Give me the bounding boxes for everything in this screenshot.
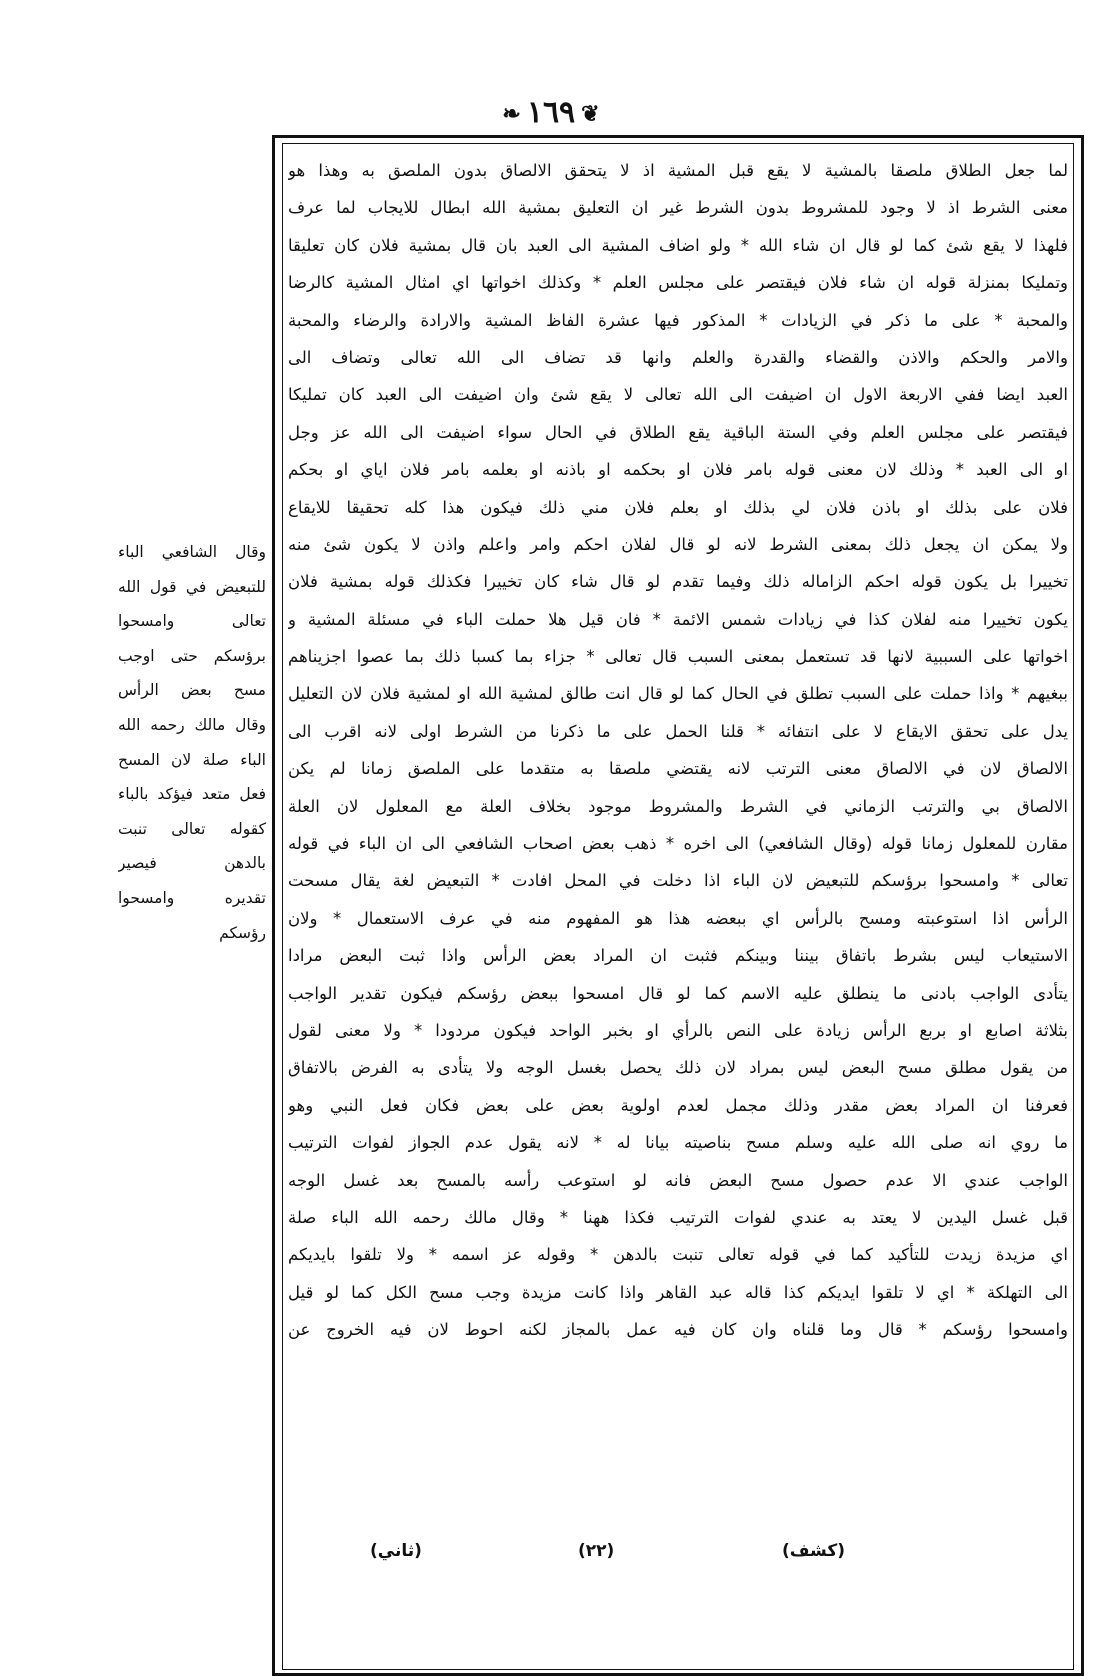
margin-note <box>118 535 266 950</box>
text-line: مقارن للمعلول زمانا قوله (وقال الشافعي) الى اخره * ذهب بعض اصحاب الشافعي الى ان الباء في قوله <box>288 834 1068 854</box>
margin-note-line: برؤسكم حتى اوجب <box>118 646 266 665</box>
text-line: ما روي انه صلى الله عليه وسلم مسح بناصيته بيانا له * لانه يقول عدم الجواز لفوات الترتيب <box>288 1133 1068 1153</box>
margin-note-line: للتبعيض في قول الله <box>118 577 266 596</box>
text-line: والامر والحكم والاذن والقضاء والقدرة والعلم وانها قد تضاف الى الله تعالى وتضاف الى <box>288 347 1068 367</box>
footer-signature-number: (٢٢) <box>578 1541 615 1561</box>
text-line: فيقتصر على مجلس العلم وفي الستة الباقية يقع الطلاق في الحال سواء اضيفت الى الله عز وجل <box>288 422 1068 442</box>
text-line: اخواتها على السببية لانها قد تستعمل بمعنى السبب قال تعالى * جزاء بما كسبا ذلك بما عصوا اجزيناهم <box>288 647 1068 667</box>
text-line: بثلاثة اصابع او بربع الرأس زيادة على النص بالرأي او بخبر الواحد فيكون مردودا * ولا معنى لقول <box>288 1020 1068 1040</box>
margin-note-line: بالدهن فيصير <box>118 854 266 873</box>
text-line: ولا يمكن ان يجعل ذلك بمعنى الشرط لانه لو قال لفلان احكم وامر واعلم واذن لا يكون شئ منه <box>288 534 1068 554</box>
ornament-icon: ❦ <box>581 101 600 127</box>
margin-note-line: مسح بعض الرأس <box>118 681 266 700</box>
text-line: الى التهلكة * اي لا تلقوا ايديكم كذا قاله عبد القاهر واذا كانت مزيدة وجب مسح الكل كما لو قيل <box>288 1282 1068 1302</box>
text-line: تعالى * وامسحوا برؤسكم للتبعيض لان الباء اذا دخلت في المحل افادت * التبعيض لغة يقال مسحت <box>288 871 1068 891</box>
text-line: او الى العبد * وذلك لان معنى قوله بامر فلان او بحكمه او باذنه او بعلمه بامر فلان اياي او بحكم <box>288 460 1068 480</box>
page-footer <box>0 1540 1102 1562</box>
text-line: العبد ايضا ففي الاربعة الاول ان اضيفت الى الله تعالى لا يقع شئ وان اضيفت الى العبد كان تمليكا <box>288 385 1068 405</box>
text-line: وامسحوا رؤسكم * قال وما قلناه وان كان فيه عمل بالمجاز لكنه احوط لان فيه الخروج عن <box>288 1320 1068 1340</box>
page-number <box>0 95 1102 130</box>
margin-note-line: رؤسكم <box>219 923 266 942</box>
margin-note-line: وقال مالك رحمه الله <box>118 715 266 734</box>
text-line: فلان على بذلك او باذن فلان لي بذلك او بعلم فلان مني ذلك فيكون هذا كله تحقيقا للايقاع <box>288 497 1068 517</box>
text-line: الرأس اذا استوعبته ومسح بالرأس اي ببعضه هذا هو المفهوم منه في عرف الاستعمال * ولان <box>288 908 1068 928</box>
text-line: تخييرا بل يكون قوله احكم الزاماله ذلك وفيما تقدم لو قال شاء كان تخييرا فكذلك قوله بمشية فلان <box>288 572 1068 592</box>
text-line: وتمليكا بمنزلة قوله ان شاء فلان فيقتصر على مجلس العلم * وكذلك اخواتها اي امثال المشية كالرضا <box>288 273 1068 293</box>
text-line: من يقول مطلق مسح البعض ليس بمراد لان ذلك يحصل بغسل الوجه ولا يتأدى به الفرض بالاتفاق <box>288 1058 1068 1078</box>
text-line: الالصاق بي والترتب الزماني في الشرط والمشروط موجود بخلاف العلة مع المعلول لان العلة <box>288 796 1068 816</box>
page-number-text: ١٦٩ <box>526 95 576 130</box>
text-line: لما جعل الطلاق ملصقا بالمشية لا يقع قبل المشية اذ لا يتحقق الالصاق بدون الملصق به وهذا هو <box>288 161 1068 180</box>
main-text-block <box>288 152 1068 1349</box>
text-line: اي مزيدة زيدت للتأكيد كما في قوله تعالى تنبت بالدهن * وقوله عز اسمه * ولا تلقوا بايديكم <box>288 1245 1068 1265</box>
margin-note-line: تعالى وامسحوا <box>118 612 266 631</box>
text-line: يكون تخييرا منه لفلان كذا في زيادات شمس الائمة * فان قيل هلا حملت الباء في مسئلة المشية و <box>288 609 1068 629</box>
text-line: قبل غسل اليدين لا يعتد به عندي لفوات الترتيب فكذا ههنا * وقال مالك رحمه الله الباء صلة <box>288 1207 1068 1227</box>
ornament-icon: ❧ <box>502 101 521 127</box>
text-line: ببغيهم * واذا حملت على السبب تطلق في الحال كما لو قال انت طالق لمشية الله او لمشية فلان لان التعليل <box>288 684 1068 704</box>
text-line: يدل على تحقق الايقاع لا على انتفائه * قلنا الحمل على ما ذكرنا من الشرط اولى لانه اقرب الى <box>288 721 1068 741</box>
text-line: الواجب عندي الا عدم حصول مسح البعض فانه لو استوعب رأسه بالمسح بعد غسل الوجه <box>288 1170 1068 1190</box>
text-line: فلهذا لا يقع شئ كما لو قال ان شاء الله * ولو اضاف المشية الى العبد بان قال بمشية فلان كان تعليقا <box>288 235 1068 255</box>
footer-volume: (ثاني) <box>370 1541 422 1561</box>
margin-note-line: وقال الشافعي الباء <box>118 543 266 561</box>
text-line: والمحبة * على ما ذكر في الزيادات * المذكور فيها عشرة الفاظ المشية والارادة والرضاء والمحبة <box>288 310 1068 330</box>
text-line: الالصاق لان في الالصاق معنى الترتب لانه يقتضي ملصقا به متقدما على الملصق زمانا لم يكن <box>288 759 1068 779</box>
text-line: الاستيعاب ليس بشرط باتفاق بيننا وبينكم فثبت ان المراد بعض الرأس واذا ثبت البعض مرادا <box>288 946 1068 966</box>
margin-note-line: تقديره وامسحوا <box>118 888 266 907</box>
margin-note-line: فعل متعد فيؤكد بالباء <box>118 785 266 804</box>
text-line: فعرفنا ان المراد بعض مقدر وذلك مجمل لعدم اولوية بعض على بعض فكان فعل النبي وهو <box>288 1095 1068 1115</box>
footer-book-title: (كشف) <box>782 1541 845 1561</box>
margin-note-line: كقوله تعالى تنبت <box>118 819 266 838</box>
margin-note-line: الباء صلة لان المسح <box>118 750 266 769</box>
text-line: يتأدى الواجب بادنى ما ينطلق عليه الاسم كما لو قال امسحوا ببعض رؤسكم فيكون تقدير الواجب <box>288 983 1068 1003</box>
text-line: معنى الشرط اذ لا وجود للمشروط بدون الشرط غير ان التعليق بمشية الله ابطال للايجاب لما عرف <box>288 198 1068 218</box>
